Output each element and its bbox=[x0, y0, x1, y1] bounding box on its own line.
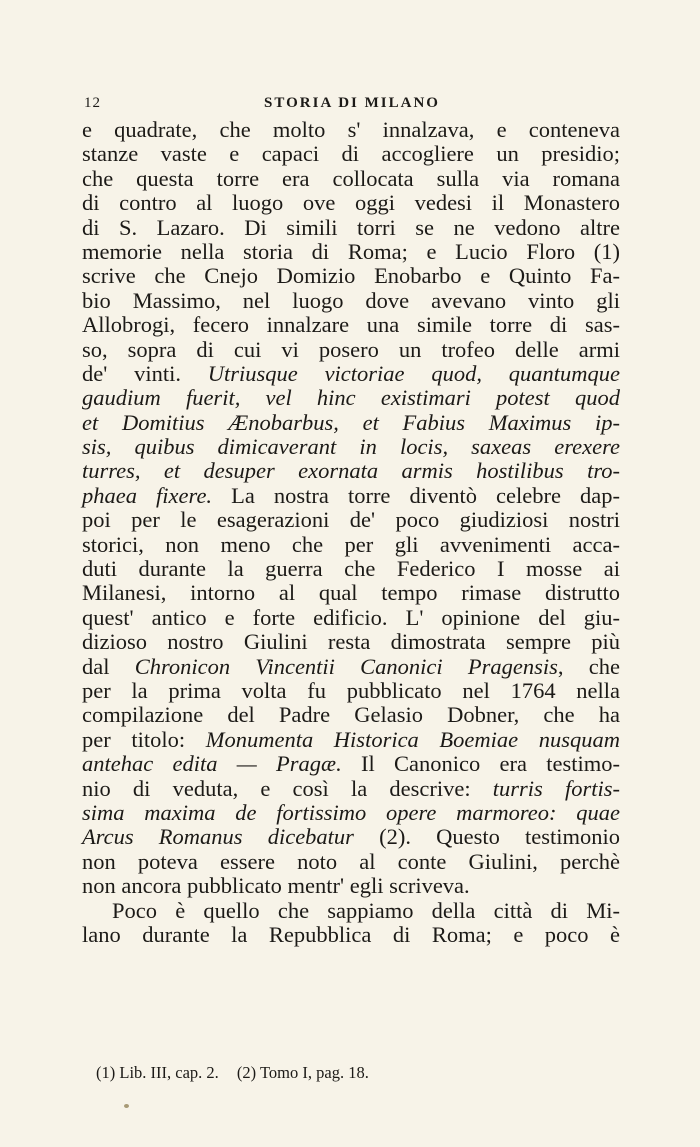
italic-text: Monumenta Historica Boemiae nusquam bbox=[205, 726, 620, 752]
text-line bbox=[82, 850, 620, 874]
text-segment: de' vinti. bbox=[82, 360, 208, 386]
text-line bbox=[82, 899, 620, 923]
italic-text: gaudium fuerit, vel hinc existimari potest quod bbox=[82, 385, 620, 411]
text-segment: Il Canonico era testimo- bbox=[341, 751, 621, 777]
text-line bbox=[82, 386, 620, 410]
text-line bbox=[82, 801, 620, 825]
footnote-2: (2) Tomo I, pag. 18. bbox=[236, 1063, 369, 1082]
text-line bbox=[82, 167, 620, 191]
text-segment: duti durante la guerra che Federico I mosse ai bbox=[82, 556, 620, 582]
text-line bbox=[82, 752, 620, 776]
text-segment: so, sopra di cui vi posero un trofeo delle armi bbox=[82, 336, 620, 362]
italic-text: sima maxima de fortissimo opere marmoreo: quae bbox=[82, 799, 620, 825]
text-line bbox=[82, 825, 620, 849]
page-number: 12 bbox=[84, 95, 101, 111]
text-line bbox=[82, 923, 620, 947]
text-line bbox=[82, 313, 620, 337]
text-line bbox=[82, 630, 620, 654]
text-segment: bio Massimo, nel luogo dove avevano vinto gli bbox=[82, 287, 620, 313]
text-line bbox=[82, 728, 620, 752]
running-title: STORIA DI MILANO bbox=[264, 95, 440, 111]
text-segment: memorie nella storia di Roma; e Lucio Floro (1) bbox=[82, 238, 620, 264]
text-segment: Allobrogi, fecero innalzare una simile torre di sas- bbox=[82, 312, 620, 338]
text-segment: non ancora pubblicato mentr' egli scriveva. bbox=[82, 873, 470, 899]
text-line bbox=[82, 411, 620, 435]
italic-text: Chronicon Vincentii Canonici Pragensis bbox=[134, 653, 558, 679]
text-segment: non poteva essere noto al conte Giulini, perchè bbox=[82, 848, 620, 874]
text-line bbox=[82, 557, 620, 581]
text-segment: per titolo: bbox=[82, 726, 206, 752]
text-segment: Poco è quello che sappiamo della città di Mi- bbox=[112, 897, 620, 923]
text-segment: Milanesi, intorno al qual tempo rimase distrutto bbox=[82, 580, 620, 606]
text-line bbox=[82, 142, 620, 166]
text-line bbox=[82, 655, 620, 679]
text-line bbox=[82, 679, 620, 703]
italic-text: phaea fixere. bbox=[82, 482, 213, 508]
text-line bbox=[82, 362, 620, 386]
text-line bbox=[82, 338, 620, 362]
text-line bbox=[82, 533, 620, 557]
text-segment: poi per le esagerazioni de' poco giudiziosi nostri bbox=[82, 507, 620, 533]
italic-text: antehac edita — Pragæ. bbox=[82, 751, 342, 777]
footnotes bbox=[96, 1062, 616, 1084]
body-text bbox=[82, 118, 620, 947]
text-segment: di S. Lazaro. Di simili torri se ne vedono altre bbox=[82, 214, 620, 240]
text-segment: per la prima volta fu pubblicato nel 1764 nella bbox=[82, 677, 620, 703]
text-segment: quest' antico e forte edificio. L' opinione del giu- bbox=[82, 604, 620, 630]
text-segment: scrive che Cnejo Domizio Enobarbo e Quinto Fa- bbox=[82, 263, 620, 289]
footnote-1: (1) Lib. III, cap. 2. bbox=[96, 1063, 219, 1082]
text-line bbox=[82, 435, 620, 459]
text-line bbox=[82, 508, 620, 532]
text-segment: compilazione del Padre Gelasio Dobner, che ha bbox=[82, 702, 620, 728]
text-line bbox=[82, 216, 620, 240]
text-line bbox=[82, 703, 620, 727]
text-line bbox=[82, 777, 620, 801]
text-line bbox=[82, 118, 620, 142]
page-header bbox=[82, 95, 622, 117]
text-line bbox=[82, 191, 620, 215]
text-segment: , che bbox=[557, 653, 620, 679]
italic-text: Arcus Romanus dicebatur bbox=[82, 824, 354, 850]
text-segment: lano durante la Repubblica di Roma; e poco è bbox=[82, 921, 620, 947]
text-segment: (2). Questo testimonio bbox=[353, 824, 621, 850]
text-line bbox=[82, 459, 620, 483]
paper-speck bbox=[124, 1104, 129, 1108]
text-line bbox=[82, 264, 620, 288]
text-line bbox=[82, 289, 620, 313]
italic-text: et Domitius Ænobarbus, et Fabius Maximus ip- bbox=[82, 409, 620, 435]
italic-text: sis, quibus dimicaverant in locis, saxeas erexere bbox=[82, 434, 620, 460]
text-segment: dizioso nostro Giulini resta dimostrata sempre più bbox=[82, 629, 620, 655]
text-segment: dal bbox=[82, 653, 135, 679]
text-segment: che questa torre era collocata sulla via romana bbox=[82, 165, 620, 191]
text-segment: stanze vaste e capaci di accogliere un presidio; bbox=[82, 141, 620, 167]
text-line bbox=[82, 874, 620, 898]
text-line bbox=[82, 581, 620, 605]
text-segment: La nostra torre diventò celebre dap- bbox=[212, 482, 620, 508]
text-line bbox=[82, 606, 620, 630]
text-line bbox=[82, 484, 620, 508]
text-segment: e quadrate, che molto s' innalzava, e conteneva bbox=[82, 117, 620, 142]
italic-text: turres, et desuper exornata armis hostilibus tro- bbox=[82, 458, 620, 484]
text-segment: di contro al luogo ove oggi vedesi il Monastero bbox=[82, 190, 620, 216]
text-line bbox=[82, 240, 620, 264]
text-segment: storici, non meno che per gli avvenimenti acca- bbox=[82, 531, 620, 557]
italic-text: Utriusque victoriae quod, quantumque bbox=[207, 360, 620, 386]
text-segment: nio di veduta, e così la descrive: bbox=[82, 775, 493, 801]
italic-text: turris fortis- bbox=[492, 775, 621, 801]
